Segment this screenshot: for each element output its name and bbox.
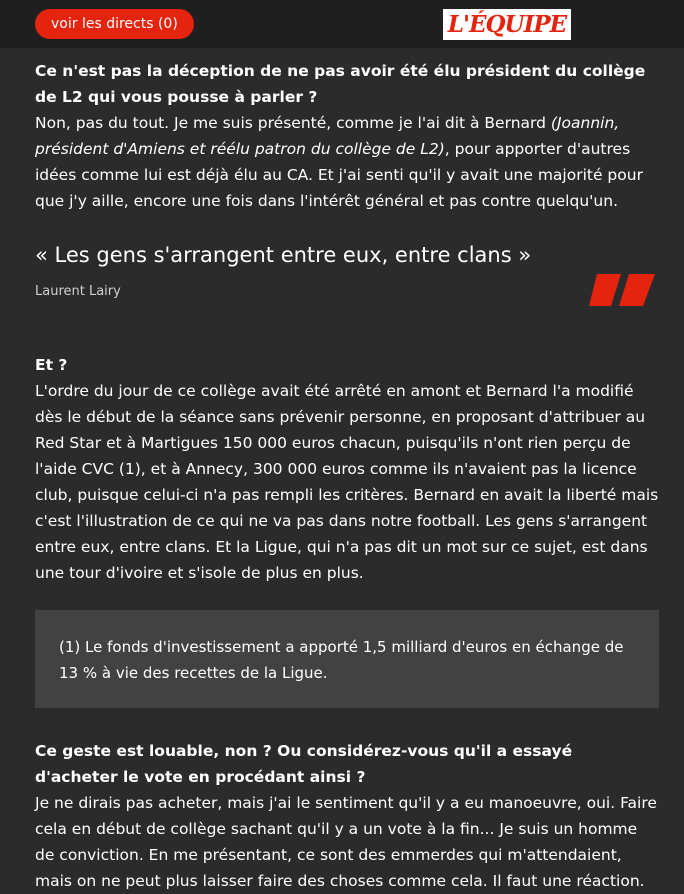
answer-1-text-start: Non, pas du tout. Je me suis présenté, comme je l'ai dit à Bernard xyxy=(35,114,551,132)
pull-quote-text: « Les gens s'arrangent entre eux, entre clans » xyxy=(35,243,532,267)
pull-quote-author: Laurent Lairy xyxy=(35,284,121,299)
closing-quote-icon xyxy=(589,274,655,306)
footnote-text: (1) Le fonds d'investissement a apporté 1,5 milliard d'euros en échange de 13 % à vie des recettes de la Ligue. xyxy=(59,638,624,682)
answer-2: L'ordre du jour de ce collège avait été arrêté en amont et Bernard l'a modifié dès le début de la séance sans prévenir personne, en proposant d'attribuer au Red Star et à Martigues 150 000 euros chacun, puisqu'ils n'ont rien perçu de l'aide CVC (1), et à Annecy, 300 000 euros comme ils n'avaient pas la licence club, puisque celui-ci n'a pas rempli les critères. Bernard en avait la liberté mais c'est l'illustration de ce qui ne va pas dans notre football. Les gens s'arrangent entre eux, entre clans. Et la Ligue, qui n'a pas dit un mot sur ce sujet, est dans une tour d'ivoire et s'isole de plus en plus. xyxy=(35,382,659,582)
lequipe-logo[interactable]: L'ÉQUIPE xyxy=(443,9,571,40)
question-3: Ce geste est louable, non ? Ou considérez-vous qu'il a essayé d'acheter le vote en procédant ainsi ? xyxy=(35,742,573,786)
answer-1-text-end: , pour apporter d'autres idées comme lui est déjà élu au CA. Et j'ai senti qu'il y avait une majorité pour que j'y aille, encore une fois dans l'intérêt général et pas contre quelqu'un. xyxy=(35,140,643,210)
live-directs-button[interactable]: voir les directs (0) xyxy=(35,9,194,39)
answer-1 xyxy=(35,110,659,214)
article-body xyxy=(35,58,659,894)
question-2: Et ? xyxy=(35,356,68,374)
top-bar xyxy=(0,0,684,48)
section-3 xyxy=(35,738,659,894)
answer-3: Je ne dirais pas acheter, mais j'ai le sentiment qu'il y a eu manoeuvre, oui. Faire cela en début de collège sachant qu'il y a un vote à la fin... Je suis un homme de conviction. En me présentant, ce sont des emmerdes qui m'attendaient, mais on ne peut plus laisser faire des choses comme cela. Il faut une réaction. xyxy=(35,794,657,890)
footnote-box xyxy=(35,610,659,708)
pull-quote xyxy=(35,240,659,320)
question-1: Ce n'est pas la déception de ne pas avoir été élu président du collège de L2 qui vous pousse à parler ? xyxy=(35,62,646,106)
answer-1-italic-note: (Joannin, président d'Amiens et réélu patron du collège de L2) xyxy=(35,114,620,158)
section-2 xyxy=(35,352,659,586)
